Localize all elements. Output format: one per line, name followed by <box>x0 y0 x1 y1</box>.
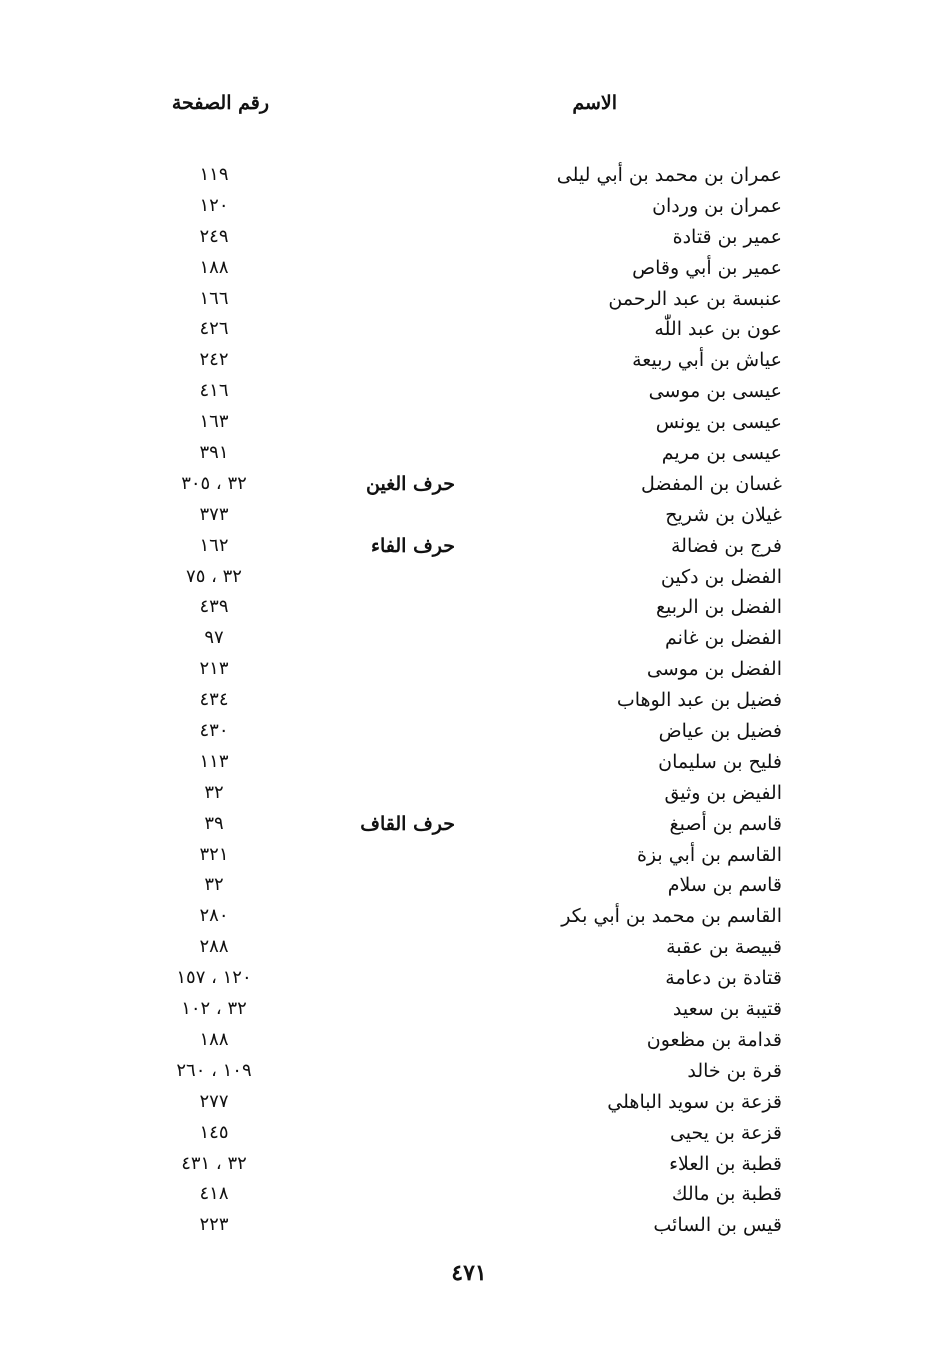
entry-page-numbers: ١٢٠ ، ١٥٧ <box>176 967 252 989</box>
entry-page-numbers: ٣٧٣ <box>199 503 229 525</box>
entry-name: عمير بن قتادة <box>672 225 782 248</box>
entry-name: فرج بن فضالة <box>671 534 782 557</box>
entry-name: عون بن عبد اللّٰه <box>654 318 782 341</box>
index-entry-row <box>0 1149 939 1180</box>
index-entry-row <box>0 469 939 500</box>
entry-page-numbers: ٤٣٤ <box>199 689 229 711</box>
entry-name: عنبسة بن عبد الرحمن <box>608 287 782 310</box>
index-entry-row <box>0 685 939 716</box>
entry-name: فليح بن سليمان <box>658 750 782 773</box>
entry-page-numbers: ١١٣ <box>199 750 229 772</box>
entry-name: عمران بن وردان <box>652 194 782 217</box>
index-entry-row <box>0 747 939 778</box>
index-entry-row <box>0 840 939 871</box>
entry-name: قتادة بن دعامة <box>665 967 782 990</box>
entry-page-numbers: ١٨٨ <box>199 256 229 278</box>
entry-page-numbers: ١٤٥ <box>199 1121 229 1143</box>
index-entry-row <box>0 345 939 376</box>
entry-page-numbers: ٢٤٢ <box>199 349 229 371</box>
entry-name: الفضل بن موسى <box>646 658 782 681</box>
index-entry-row <box>0 1118 939 1149</box>
entry-name: قتيبة بن سعيد <box>672 998 782 1021</box>
entry-name: قزعة بن يحيى <box>669 1121 782 1144</box>
entry-name: عمير بن أبي وقاص <box>632 256 782 279</box>
index-entry-row <box>0 994 939 1025</box>
entry-page-numbers: ١٦٣ <box>199 411 229 433</box>
entry-page-numbers: ١٢٠ <box>199 194 229 216</box>
page-column-header: رقم الصفحة <box>171 92 269 114</box>
entry-name: عيسى بن موسى <box>648 380 782 403</box>
entry-page-numbers: ١٦٢ <box>199 534 229 556</box>
index-entry-row <box>0 623 939 654</box>
entry-name: عياش بن أبي ربيعة <box>632 349 782 372</box>
entry-page-numbers: ٤٣٩ <box>199 596 229 618</box>
entry-page-numbers: ٣٢ ، ١٠٢ <box>181 998 247 1020</box>
entry-name: قزعة بن سويد الباهلي <box>607 1090 782 1113</box>
entry-name: الفضل بن غانم <box>664 627 782 650</box>
index-entry-row <box>0 1210 939 1241</box>
name-column-header: الاسم <box>572 92 617 114</box>
entry-name: قاسم بن أصبغ <box>669 812 782 835</box>
entry-name: قدامة بن مظعون <box>646 1028 782 1051</box>
index-entry-row <box>0 284 939 315</box>
entry-name: قاسم بن سلام <box>667 874 782 897</box>
page-number: ٤٧١ <box>451 1260 487 1286</box>
entry-page-numbers: ٣٢ <box>204 781 224 803</box>
index-entry-row <box>0 654 939 685</box>
entry-page-numbers: ٢٨٠ <box>199 905 229 927</box>
index-entry-row <box>0 592 939 623</box>
entry-page-numbers: ٣٢١ <box>199 843 229 865</box>
entry-name: قرة بن خالد <box>687 1059 782 1082</box>
index-entry-row <box>0 314 939 345</box>
section-letter-heading: حرف الغين <box>366 472 455 495</box>
entry-page-numbers: ٤٢٦ <box>199 318 229 340</box>
index-entry-row <box>0 870 939 901</box>
entry-name: قطبة بن العلاء <box>669 1152 782 1175</box>
entry-page-numbers: ١٦٦ <box>199 287 229 309</box>
entry-name: الفيض بن وثيق <box>664 781 782 804</box>
entry-page-numbers: ٣٢ ، ٤٣١ <box>181 1152 247 1174</box>
index-entry-row <box>0 1025 939 1056</box>
entry-name: الفضل بن دكين <box>660 565 782 588</box>
entry-name: قيس بن السائب <box>653 1214 782 1237</box>
entry-name: قطبة بن مالك <box>671 1183 782 1206</box>
index-entry-row <box>0 438 939 469</box>
entry-page-numbers: ٤١٨ <box>199 1183 229 1205</box>
index-entry-row <box>0 1056 939 1087</box>
entry-page-numbers: ٣٩١ <box>199 442 229 464</box>
index-list <box>0 160 939 1241</box>
section-letter-heading: حرف القاف <box>360 812 455 835</box>
entry-name: فضيل بن عبد الوهاب <box>616 689 782 712</box>
entry-page-numbers: ٢٨٨ <box>199 936 229 958</box>
entry-name: فضيل بن عياض <box>658 720 782 743</box>
entry-page-numbers: ٣٢ ، ٣٠٥ <box>181 472 247 494</box>
index-entry-row <box>0 963 939 994</box>
entry-name: عيسى بن مريم <box>661 442 782 465</box>
entry-page-numbers: ٢٤٩ <box>199 225 229 247</box>
index-entry-row <box>0 901 939 932</box>
entry-page-numbers: ٤١٦ <box>199 380 229 402</box>
entry-page-numbers: ١٨٨ <box>199 1028 229 1050</box>
entry-name: قبيصة بن عقبة <box>666 936 782 959</box>
index-entry-row <box>0 932 939 963</box>
index-entry-row <box>0 778 939 809</box>
entry-page-numbers: ٢٧٧ <box>199 1090 229 1112</box>
index-entry-row <box>0 1179 939 1210</box>
entry-name: عمران بن محمد بن أبي ليلى <box>556 164 782 186</box>
entry-name: عيسى بن يونس <box>655 411 782 434</box>
index-entry-row <box>0 222 939 253</box>
entry-name: القاسم بن محمد بن أبي بكر <box>561 905 782 928</box>
index-entry-row <box>0 407 939 438</box>
entry-page-numbers: ٣٢ ، ٧٥ <box>186 565 242 587</box>
entry-page-numbers: ١٠٩ ، ٢٦٠ <box>176 1059 252 1081</box>
entry-page-numbers: ٩٧ <box>204 627 224 649</box>
index-entry-row <box>0 500 939 531</box>
index-entry-row <box>0 562 939 593</box>
index-entry-row <box>0 809 939 840</box>
entry-page-numbers: ٢١٣ <box>199 658 229 680</box>
section-letter-heading: حرف الفاء <box>371 534 455 557</box>
entry-name: الفضل بن الربيع <box>655 596 782 619</box>
entry-page-numbers: ٣٢ <box>204 874 224 896</box>
index-entry-row <box>0 376 939 407</box>
entry-name: غيلان بن شريح <box>665 503 782 526</box>
index-entry-row <box>0 191 939 222</box>
entry-page-numbers: ٣٩ <box>204 812 224 834</box>
index-entry-row <box>0 160 939 191</box>
index-entry-row <box>0 1087 939 1118</box>
entry-page-numbers: ٤٣٠ <box>199 720 229 742</box>
entry-name: القاسم بن أبي بزة <box>636 843 782 866</box>
index-entry-row <box>0 531 939 562</box>
entry-page-numbers: ٢٢٣ <box>199 1214 229 1236</box>
entry-name: غسان بن المفضل <box>641 472 782 495</box>
entry-page-numbers: ١١٩ <box>199 164 229 185</box>
index-entry-row <box>0 253 939 284</box>
index-entry-row <box>0 716 939 747</box>
